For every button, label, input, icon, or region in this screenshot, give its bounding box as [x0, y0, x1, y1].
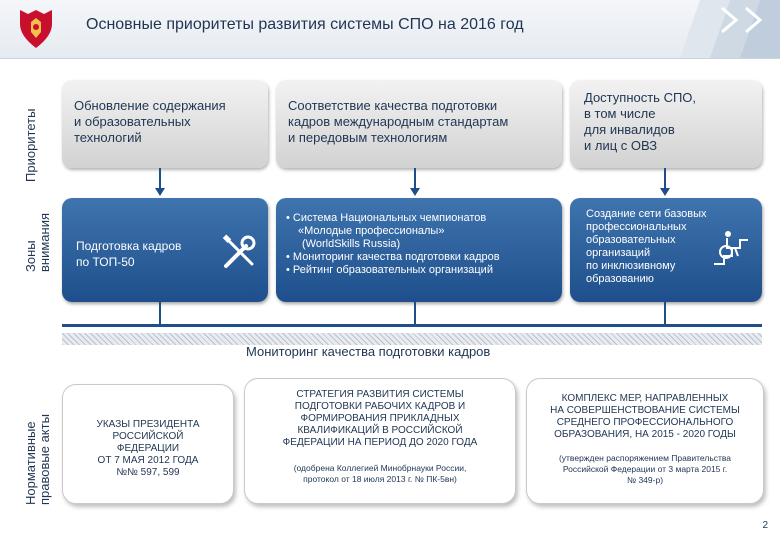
- side-label-priorities: Приоритеты: [23, 108, 38, 182]
- connector-line: [664, 302, 666, 326]
- connector-line: [664, 168, 666, 188]
- zone-list-item: «Молодые профессионалы»: [298, 225, 445, 237]
- act-box-3: [526, 378, 764, 504]
- page-number: 2: [762, 520, 768, 531]
- zone-box-3: [570, 198, 762, 302]
- connector-line: [414, 168, 416, 188]
- act-text: УКАЗЫ ПРЕЗИДЕНТА РОССИЙСКОЙ ФЕДЕРАЦИИ ОТ 7 МАЯ 2012 ГОДА №№ 597, 599: [96, 419, 200, 478]
- side-label-normative-2: правовые акты: [37, 414, 52, 505]
- act-box-1: [62, 384, 234, 504]
- priority-box-2: [276, 80, 562, 168]
- header-decoration-icon: [660, 0, 780, 58]
- act-text: СТРАТЕГИЯ РАЗВИТИЯ СИСТЕМЫ ПОДГОТОВКИ РАБОЧИХ КАДРОВ И ФОРМИРОВАНИЯ ПРИКЛАДНЫХ КВАЛИФИКАЦИЙ В РОССИЙСКОЙ ФЕДЕРАЦИИ НА ПЕРИОД ДО 2020 ГОДА: [282, 389, 478, 448]
- act-note: (одобрена Коллегией Минобрнауки России, протокол от 18 июля 2013 г. № ПК-5вн): [293, 463, 467, 484]
- zone-box-2: [276, 198, 562, 302]
- zone-text: Создание сети базовых профессиональных образовательных организаций по инклюзивному образованию: [586, 208, 707, 285]
- zone-box-1: [62, 198, 268, 302]
- act-note: (утвержден распоряжением Правительства Российской Федерации от 3 марта 2015 г. № 349-р): [558, 453, 732, 485]
- act-text: КОМПЛЕКС МЕР, НАПРАВЛЕННЫХ НА СОВЕРШЕНСТВОВАНИЕ СИСТЕМЫ СРЕДНЕГО ПРОФЕССИОНАЛЬНОГО ОБРАЗОВАНИЯ, НА 2015 - 2020 ГОДЫ: [550, 393, 740, 440]
- wrench-screwdriver-icon: [220, 234, 258, 272]
- monitoring-label: Мониторинг качества подготовки кадров: [246, 344, 491, 359]
- priority-text: Доступность СПО, в том числе для инвалидов и лиц с ОВЗ: [584, 90, 697, 153]
- priority-text: Соответствие качества подготовки кадров международным стандартам и передовым технологиям: [288, 98, 509, 145]
- side-label-zones-1: Зоны: [23, 240, 38, 272]
- zone-list-item: • Рейтинг образовательных организаций: [286, 264, 493, 276]
- wheelchair-stairs-icon: [710, 226, 752, 268]
- connector-line: [62, 324, 762, 327]
- connector-line: [159, 168, 161, 188]
- priority-text: Обновление содержания и образовательных технологий: [74, 98, 226, 145]
- connector-line: [414, 302, 416, 326]
- zone-list: [286, 212, 556, 277]
- page-title: Основные приоритеты развития системы СПО на 2016 год: [86, 16, 524, 33]
- connector-line: [159, 302, 161, 326]
- arrow-down-icon: [410, 188, 420, 196]
- zone-list-item: • Система Национальных чемпионатов: [286, 212, 487, 224]
- act-box-2: [244, 378, 516, 504]
- arrow-down-icon: [155, 188, 165, 196]
- side-label-normative-1: Нормативные: [23, 421, 38, 505]
- coat-of-arms-icon: [14, 6, 58, 52]
- arrow-down-icon: [660, 188, 670, 196]
- zone-list-item: (WorldSkills Russia): [302, 238, 401, 250]
- side-label-zones-2: внимания: [37, 213, 52, 272]
- zone-text: Подготовка кадров по ТОП-50: [76, 239, 182, 269]
- priority-box-3: [570, 80, 762, 168]
- priority-box-1: [62, 80, 268, 168]
- zone-list-item: • Мониторинг качества подготовки кадров: [286, 251, 500, 263]
